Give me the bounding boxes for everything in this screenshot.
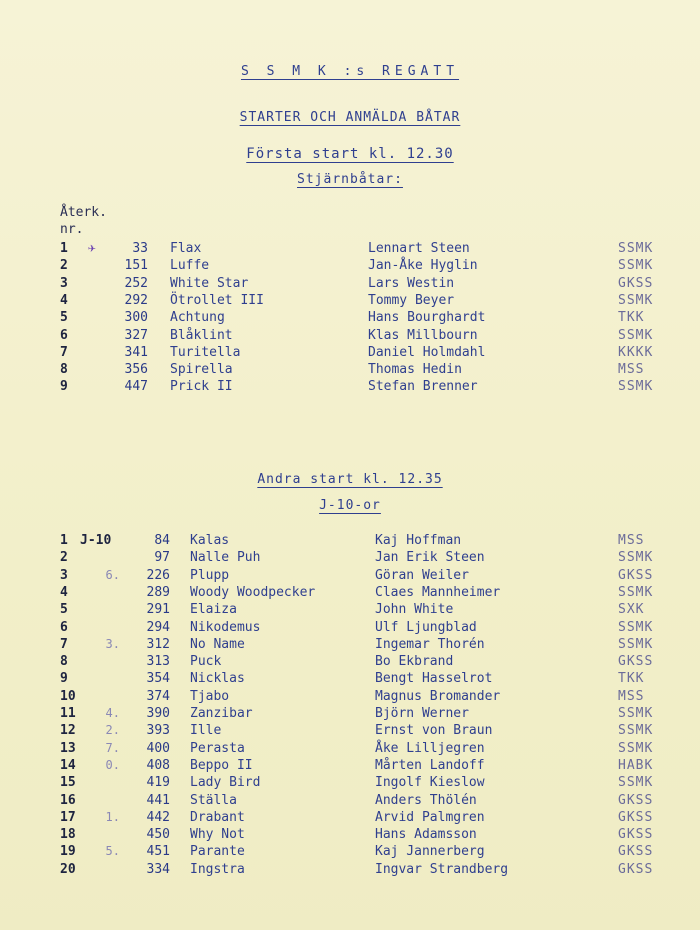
row-number: 13 <box>60 740 76 756</box>
boat-name: Kalas <box>190 533 230 548</box>
skipper-name: Bo Ekbrand <box>375 654 454 670</box>
list-item <box>0 585 700 602</box>
club-code: SSMK <box>618 327 654 343</box>
skipper-name: Ulf Ljungblad <box>375 619 477 635</box>
sail-number: 294 <box>146 619 170 635</box>
boat-name: Nikodemus <box>190 619 261 635</box>
handwritten-mark: ✈ <box>88 241 96 256</box>
skipper-name: Hans Bourghardt <box>368 310 486 326</box>
list-item <box>0 723 700 740</box>
list-item <box>0 758 700 775</box>
list-item <box>0 810 700 827</box>
row-number: 6 <box>60 327 68 343</box>
row-number: 18 <box>60 827 76 843</box>
club-code: TKK <box>618 310 645 326</box>
skipper-name: Åke Lilljegren <box>375 740 485 756</box>
sail-number: 97 <box>154 550 170 566</box>
sail-number: 327 <box>124 327 148 343</box>
row-number: 20 <box>60 861 76 877</box>
sail-number: 291 <box>146 602 170 618</box>
sail-number: 289 <box>146 584 170 600</box>
list-item <box>0 568 700 585</box>
row-number: 6 <box>60 619 68 635</box>
boat-name: Tjabo <box>190 688 230 704</box>
row-number: 9 <box>60 379 68 395</box>
skipper-name: John White <box>375 602 454 618</box>
row-number: 9 <box>60 671 68 687</box>
list-item <box>0 276 700 293</box>
skipper-name: Thomas Hedin <box>368 362 462 378</box>
club-code: SSMK <box>618 636 654 652</box>
sail-number: 442 <box>146 809 170 825</box>
row-number: 3 <box>60 567 68 583</box>
boat-name: Blåklint <box>170 327 233 343</box>
list-item <box>0 689 700 706</box>
row-number: 7 <box>60 636 68 652</box>
sail-number: 451 <box>146 844 170 860</box>
list-item <box>0 379 700 396</box>
skipper-name: Arvid Palmgren <box>375 809 485 825</box>
club-code: HABK <box>618 757 654 773</box>
row-number: 10 <box>60 688 76 704</box>
skipper-name: Ingemar Thorén <box>375 636 485 652</box>
boat-name: Puck <box>190 654 222 670</box>
club-code: MSS <box>618 688 645 704</box>
sail-number: 341 <box>124 344 148 360</box>
list-item <box>0 362 700 379</box>
club-code: SSMK <box>618 740 654 756</box>
boat-name: White Star <box>170 275 249 291</box>
boat-name: Turitella <box>170 344 241 360</box>
club-code: SSMK <box>618 584 654 600</box>
boat-name: Prick II <box>170 379 233 395</box>
club-code: SSMK <box>618 379 654 395</box>
second-start-class: J-10-or <box>319 498 381 513</box>
club-code: GKSS <box>618 275 654 291</box>
row-number: 2 <box>60 550 68 566</box>
boat-name: Ötrollet III <box>170 292 264 308</box>
boat-name: Perasta <box>190 740 245 756</box>
row-number: 5 <box>60 310 68 326</box>
skipper-name: Mårten Landoff <box>375 757 485 773</box>
boat-name: Ingstra <box>190 861 245 877</box>
skipper-name: Jan-Åke Hyglin <box>368 258 478 274</box>
sail-number: 334 <box>146 861 170 877</box>
list-item <box>0 827 700 844</box>
skipper-name: Stefan Brenner <box>368 379 478 395</box>
boat-name: No Name <box>190 636 245 652</box>
skipper-name: Ingolf Kieslow <box>375 775 485 791</box>
boat-name: Ille <box>190 723 222 739</box>
row-number: 3 <box>60 275 68 291</box>
skipper-name: Magnus Bromander <box>375 688 501 704</box>
sail-number: 292 <box>124 292 148 308</box>
row-number: 7 <box>60 344 68 360</box>
sail-number: 356 <box>124 362 148 378</box>
list-item <box>0 637 700 654</box>
list-item <box>0 310 700 327</box>
list-item <box>0 741 700 758</box>
club-code: SXK <box>618 602 645 618</box>
list-item <box>0 706 700 723</box>
row-number: 4 <box>60 292 68 308</box>
handwritten-place: 6. <box>105 567 120 582</box>
list-item <box>0 602 700 619</box>
sail-number: 354 <box>146 671 170 687</box>
handwritten-place: 4. <box>105 706 120 720</box>
skipper-name: Lars Westin <box>368 275 455 291</box>
row-number: 1 <box>60 241 68 256</box>
skipper-name: Anders Thölén <box>375 792 477 808</box>
club-code: MSS <box>618 533 645 548</box>
skipper-name: Lennart Steen <box>368 241 470 256</box>
club-code: SSMK <box>618 723 654 739</box>
club-code: SSMK <box>618 258 654 274</box>
club-code: KKKK <box>618 344 654 360</box>
class-mark: J-10 <box>80 533 112 548</box>
row-number: 19 <box>60 844 76 860</box>
sail-number: 393 <box>146 723 170 739</box>
row-number: 8 <box>60 654 68 670</box>
list-item <box>0 533 700 550</box>
club-code: GKSS <box>618 567 654 583</box>
handwritten-place: 5. <box>105 844 120 859</box>
skipper-name: Hans Adamsson <box>375 827 477 843</box>
skipper-name: Ingvar Strandberg <box>375 861 509 877</box>
sail-number: 151 <box>124 258 148 274</box>
second-start-heading: Andra start kl. 12.35 <box>257 472 443 487</box>
sail-number: 419 <box>146 775 170 791</box>
regatta-title: S S M K :s REGATT <box>240 64 460 79</box>
boat-name: Achtung <box>170 310 225 326</box>
club-code: GKSS <box>618 844 654 860</box>
sail-number: 390 <box>146 706 170 721</box>
list-item <box>0 793 700 810</box>
row-number: 17 <box>60 809 76 825</box>
skipper-name: Jan Erik Steen <box>375 550 485 566</box>
club-code: SSMK <box>618 775 654 791</box>
row-number: 11 <box>60 706 76 721</box>
sail-number: 400 <box>146 740 170 756</box>
boat-name: Ställa <box>190 792 237 808</box>
sail-number: 447 <box>124 379 148 395</box>
boat-name: Parante <box>190 844 245 860</box>
list-item <box>0 328 700 345</box>
list-item <box>0 654 700 671</box>
skipper-name: Björn Werner <box>375 706 469 721</box>
club-code: GKSS <box>618 792 654 808</box>
list-item <box>0 293 700 310</box>
list-item <box>0 671 700 688</box>
club-code: GKSS <box>618 827 654 843</box>
list-item <box>0 862 700 879</box>
row-number: 2 <box>60 258 68 274</box>
boat-name: Why Not <box>190 827 245 843</box>
club-code: SSMK <box>618 241 654 256</box>
skipper-name: Claes Mannheimer <box>375 584 501 600</box>
boat-name: Nicklas <box>190 671 245 687</box>
boat-name: Drabant <box>190 809 245 825</box>
list-item <box>0 550 700 567</box>
boat-name: Flax <box>170 241 202 256</box>
row-number: 15 <box>60 775 76 791</box>
list-item <box>0 345 700 362</box>
club-code: SSMK <box>618 619 654 635</box>
scan-border <box>0 930 700 951</box>
club-code: SSMK <box>618 706 654 721</box>
row-number: 8 <box>60 362 68 378</box>
skipper-name: Bengt Hasselrot <box>375 671 493 687</box>
sail-number: 252 <box>124 275 148 291</box>
skipper-name: Kaj Jannerberg <box>375 844 485 860</box>
list-item <box>0 241 700 258</box>
skipper-name: Tommy Beyer <box>368 292 455 308</box>
row-number: 4 <box>60 584 68 600</box>
club-code: GKSS <box>618 861 654 877</box>
handwritten-place: 7. <box>105 740 120 755</box>
handwritten-place: 0. <box>105 757 120 772</box>
boat-name: Elaiza <box>190 602 237 618</box>
skipper-name: Kaj Hoffman <box>375 533 462 548</box>
sail-number: 300 <box>124 310 148 326</box>
column-label-aterk: Återk. <box>60 205 107 220</box>
row-number: 16 <box>60 792 76 808</box>
boat-name: Beppo II <box>190 757 253 773</box>
row-number: 1 <box>60 533 68 548</box>
boat-name: Nalle Puh <box>190 550 261 566</box>
list-item <box>0 844 700 861</box>
skipper-name: Göran Weiler <box>375 567 469 583</box>
sail-number: 226 <box>146 567 170 583</box>
club-code: SSMK <box>618 550 654 566</box>
column-label-nr: nr. <box>60 222 84 237</box>
skipper-name: Ernst von Braun <box>375 723 493 739</box>
handwritten-place: 1. <box>105 809 120 824</box>
sail-number: 312 <box>146 636 170 652</box>
sail-number: 313 <box>146 654 170 670</box>
club-code: GKSS <box>618 809 654 825</box>
row-number: 14 <box>60 757 76 773</box>
sail-number: 33 <box>132 241 148 256</box>
boat-name: Lady Bird <box>190 775 261 791</box>
skipper-name: Daniel Holmdahl <box>368 344 486 360</box>
club-code: MSS <box>618 362 645 378</box>
sail-number: 374 <box>146 688 170 704</box>
sail-number: 408 <box>146 757 170 773</box>
skipper-name: Klas Millbourn <box>368 327 478 343</box>
first-start-heading: Första start kl. 12.30 <box>246 146 454 162</box>
handwritten-place: 2. <box>105 723 120 738</box>
list-item <box>0 620 700 637</box>
sail-number: 84 <box>154 533 170 548</box>
sail-number: 441 <box>146 792 170 808</box>
club-code: SSMK <box>618 292 654 308</box>
list-item <box>0 258 700 275</box>
row-number: 5 <box>60 602 68 618</box>
sail-number: 450 <box>146 827 170 843</box>
boat-name: Zanzibar <box>190 706 253 721</box>
boat-name: Spirella <box>170 362 233 378</box>
boat-name: Luffe <box>170 258 210 274</box>
document-subtitle: STARTER OCH ANMÄLDA BÅTAR <box>239 110 461 125</box>
first-start-class: Stjärnbåtar: <box>297 172 403 187</box>
club-code: TKK <box>618 671 645 687</box>
boat-name: Plupp <box>190 567 230 583</box>
club-code: GKSS <box>618 654 654 670</box>
handwritten-place: 3. <box>105 636 120 651</box>
list-item <box>0 775 700 792</box>
row-number: 12 <box>60 723 76 739</box>
boat-name: Woody Woodpecker <box>190 584 316 600</box>
